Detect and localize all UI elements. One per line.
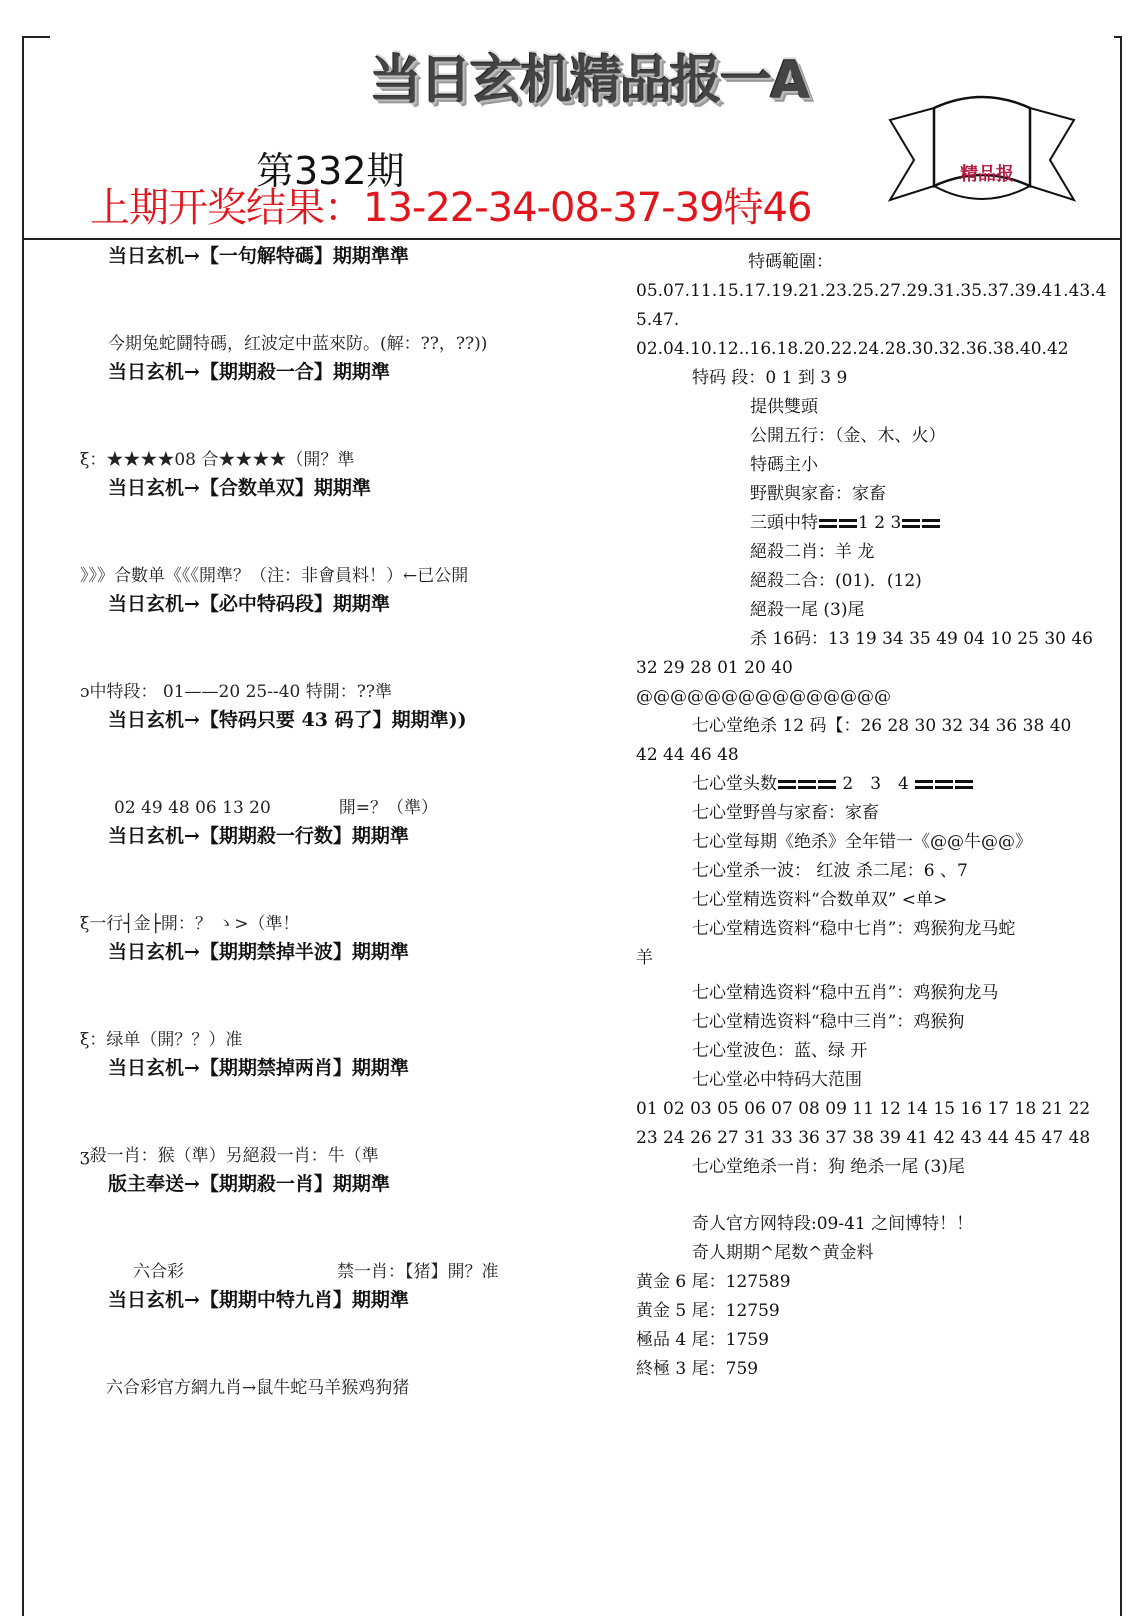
section-content: 六合彩官方網九肖→鼠牛蛇马羊猴鸡狗猪 [106, 1378, 410, 1398]
section-heading: 当日玄机→【必中特码段】期期準 [108, 593, 390, 615]
tip-line: 特碼主小 [750, 455, 818, 475]
qxt-line: 七心堂精选资料“稳中三肖”：鸡猴狗 [692, 1012, 965, 1032]
three-head-line [750, 509, 941, 538]
qxt-line: 42 44 46 48 [636, 745, 739, 765]
range-title: 特碼範圍： [748, 252, 833, 272]
head-num-label: 七心堂头数 [692, 774, 777, 794]
range-line: 05.07.11.15.17.19.21.23.25.27.29.31.35.37.39.41.43.4 [636, 281, 1107, 301]
double-bar-icon [839, 519, 857, 528]
title-banner [370, 46, 910, 116]
section-content: ξ一行┤金├開：？ ゝ>（準！ [80, 914, 300, 934]
tip-line: 提供雙頭 [750, 397, 818, 417]
section-heading: 当日玄机→【期期禁掉两肖】期期準 [108, 1057, 409, 1079]
range-line: 02.04.10.12..16.18.20.22.24.28.30.32.36.38.40.42 [636, 339, 1069, 359]
qxt-line: 七心堂必中特码大范围 [692, 1070, 862, 1090]
qxt-line: 七心堂绝杀 12 码【：26 28 30 32 34 36 38 40 [692, 716, 1072, 736]
section-heading: 当日玄机→【期期殺一行数】期期準 [108, 825, 409, 847]
double-bar-icon [902, 519, 920, 528]
gold-tail-line: 終極 3 尾：759 [636, 1359, 759, 1379]
section-heading: 当日玄机→【期期殺一合】期期準 [108, 361, 390, 383]
badge-label: 精品报 [960, 164, 1014, 185]
section-heading: 版主奉送→【期期殺一肖】期期準 [108, 1173, 390, 1195]
gold-tail-line: 黄金 5 尾：12759 [636, 1301, 780, 1321]
double-bar-icon [935, 780, 953, 789]
tip-line: 公開五行：（金、木、火） [750, 426, 946, 446]
section-content: 六合彩 禁一肖：【猪】開？准 [116, 1262, 499, 1282]
tip-line: 絕殺一尾 (3)尾 [750, 600, 865, 620]
double-bar-icon [955, 780, 973, 789]
divider [24, 238, 1120, 240]
section-heading: 当日玄机→【期期禁掉半波】期期準 [108, 941, 409, 963]
tip-line: 野獸與家畜：家畜 [750, 484, 886, 504]
gold-tail-line: 極品 4 尾：1759 [636, 1330, 769, 1350]
tip-line: 特码 段：0 1 到 3 9 [692, 368, 848, 388]
range-line: 01 02 03 05 06 07 08 09 11 12 14 15 16 17 18 21 22 [636, 1099, 1091, 1119]
section-content: ɔ中特段： 01——20 25--40 特開：??準 [80, 682, 392, 702]
double-bar-icon [922, 519, 940, 528]
qxt-line: 七心堂野兽与家畜：家畜 [692, 803, 879, 823]
gold-tail-line: 黄金 6 尾：127589 [636, 1272, 791, 1292]
tip-line: 絕殺二肖：羊 龙 [750, 542, 875, 562]
qxt-line: 七心堂精选资料“合数单双” <单> [692, 890, 948, 910]
qxt-line: 七心堂波色：蓝、绿 开 [692, 1041, 868, 1061]
section-heading: 当日玄机→【一句解特碼】期期準準 [108, 245, 409, 267]
double-bar-icon [818, 780, 836, 789]
section-content: 》》》合數单《《《開準？（注：非會員料！）←已公開 [80, 566, 469, 586]
kill-line: 32 29 28 01 20 40 [636, 658, 793, 678]
frame-corner [22, 36, 50, 38]
head-num-line [692, 770, 974, 799]
qiren-line: 奇人期期^尾数^黄金料 [692, 1243, 874, 1263]
range-line: 23 24 26 27 31 33 36 37 38 39 41 42 43 44 45 47 48 [636, 1128, 1091, 1148]
qxt-line: 七心堂绝杀一肖：狗 绝杀一尾 (3)尾 [692, 1157, 965, 1177]
double-bar-icon [819, 519, 837, 528]
section-heading: 当日玄机→【期期中特九肖】期期準 [108, 1289, 409, 1311]
three-head-label: 三頭中特 [750, 513, 818, 533]
qxt-line: 七心堂精选资料“稳中五肖”：鸡猴狗龙马 [692, 983, 999, 1003]
section-content: 02 49 48 06 13 20 開=？（準） [114, 798, 439, 818]
section-heading: 当日玄机→【合数单双】期期準 [108, 477, 371, 499]
double-bar-icon [915, 780, 933, 789]
qxt-line: 羊 [636, 948, 653, 968]
section-content: ξ：★★★★08 合★★★★（開？準 [80, 450, 355, 470]
tip-line: 絕殺二合：(01)．(12) [750, 571, 922, 591]
section-content: 今期兔蛇鬪特碼，红波定中蓝來防。(解：??，??)) [108, 334, 488, 354]
range-line: 5.47. [636, 310, 680, 330]
double-bar-icon [798, 780, 816, 789]
qxt-line: 七心堂精选资料“稳中七肖”：鸡猴狗龙马蛇 [692, 919, 1016, 939]
frame-corner [1114, 36, 1122, 38]
section-heading: 当日玄机→【特码只要 43 码了】期期準)) [108, 709, 467, 731]
qxt-line: 七心堂杀一波： 红波 杀二尾：6 、7 [692, 861, 968, 881]
issue-number: 第332期 [256, 149, 405, 193]
three-head-nums: 1 2 3 [858, 513, 902, 533]
head-nums: 2 3 4 [842, 774, 909, 794]
page-title: 当日玄机精品报一A [370, 51, 809, 111]
last-result: 上期开奖结果：13-22-34-08-37-39特46 [90, 185, 812, 231]
kill-line: 杀 16码：13 19 34 35 49 04 10 25 30 46 [750, 629, 1093, 649]
qxt-line: 七心堂每期《绝杀》全年错一《@@牛@@》 [692, 832, 1032, 852]
double-bar-icon [778, 780, 796, 789]
qiren-line: 奇人官方网特段:09-41 之间博特！！ [692, 1214, 974, 1234]
section-content: ʒ殺一肖：猴（準）另絕殺一肖：牛（準 [80, 1146, 379, 1166]
separator-line: @@@@@@@@@@@@@@@ [636, 687, 891, 707]
scroll-badge-icon [884, 80, 1080, 230]
section-content: ξ：绿单（開？？）准 [80, 1030, 243, 1050]
